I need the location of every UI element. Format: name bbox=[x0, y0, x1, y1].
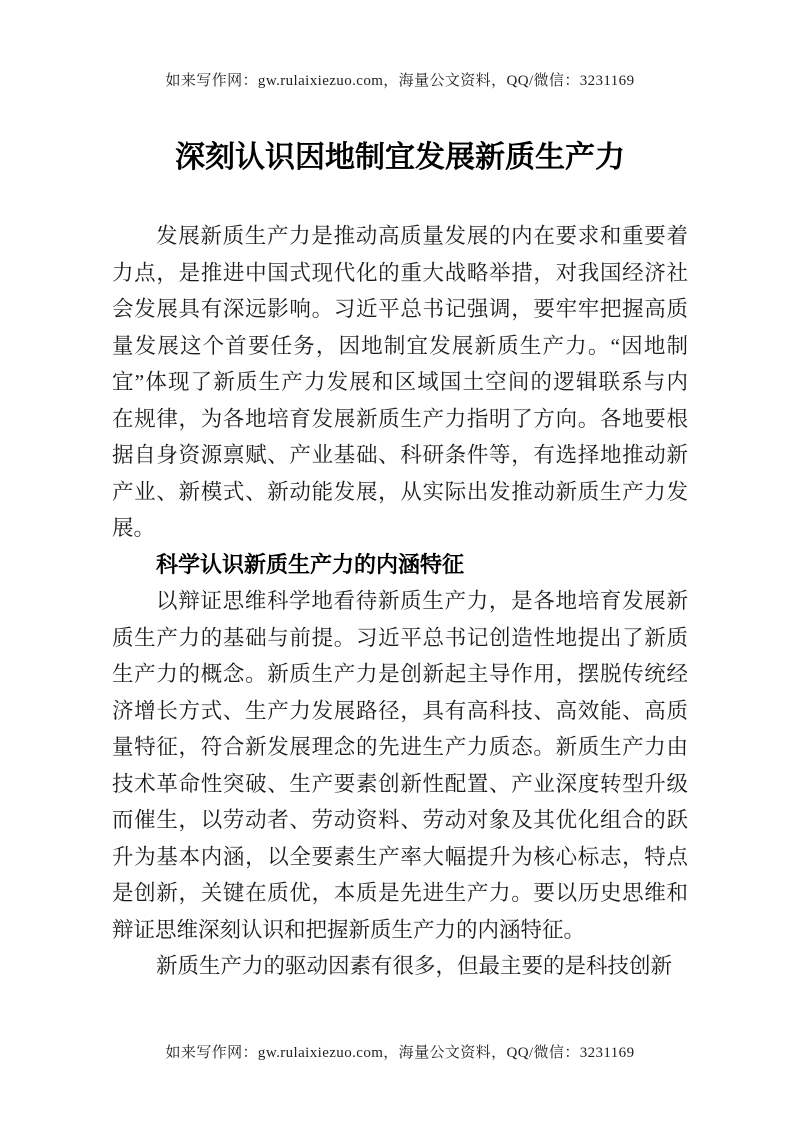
paragraph-1-line: 会发展具有深远影响。习近平总书记强调，要牢牢把握高质 bbox=[112, 297, 688, 321]
paragraph-2-line: 而催生，以劳动者、劳动资料、劳动对象及其优化组合的跃 bbox=[112, 808, 688, 832]
paragraph-2-line: 质生产力的基础与前提。习近平总书记创造性地提出了新质 bbox=[112, 625, 688, 650]
paragraph-1-line: 在规律，为各地培育发展新质生产力指明了方向。各地要根 bbox=[112, 406, 688, 431]
paragraph-2-line: 济增长方式、生产力发展路径，具有高科技、高效能、高质 bbox=[112, 698, 688, 723]
footer-watermark: 如来写作网：gw.rulaixiezuo.com，海量公文资料，QQ/微信：3231169 bbox=[165, 1045, 635, 1061]
paragraph-3-line: 新质生产力的驱动因素有很多，但最主要的是科技创新 bbox=[156, 954, 673, 978]
paragraph-1-line: 据自身资源禀赋、产业基础、科研条件等，有选择地推动新 bbox=[112, 443, 688, 467]
section-heading: 科学认识新质生产力的内涵特征 bbox=[156, 551, 465, 577]
paragraph-2-line: 技术革命性突破、生产要素创新性配置、产业深度转型升级 bbox=[112, 771, 688, 796]
paragraph-1-line: 力点，是推进中国式现代化的重大战略举措，对我国经济社 bbox=[112, 260, 688, 285]
paragraph-1-line: 产业、新模式、新动能发展，从实际出发推动新质生产力发 bbox=[112, 479, 688, 504]
header-watermark: 如来写作网：gw.rulaixiezuo.com，海量公文资料，QQ/微信：3231169 bbox=[165, 73, 635, 89]
paragraph-2-line: 升为基本内涵，以全要素生产率大幅提升为核心标志，特点 bbox=[112, 844, 688, 869]
paragraph-2-line: 是创新，关键在质优，本质是先进生产力。要以历史思维和 bbox=[112, 881, 688, 905]
document-body bbox=[112, 218, 688, 985]
paragraph-1-line: 展。 bbox=[112, 516, 156, 540]
paragraph-2-line: 以辩证思维科学地看待新质生产力，是各地培育发展新 bbox=[156, 589, 688, 613]
paragraph-2-line: 辩证思维深刻认识和把握新质生产力的内涵特征。 bbox=[112, 917, 586, 942]
paragraph-1-line: 量发展这个首要任务，因地制宜发展新质生产力。“因地制 bbox=[112, 333, 688, 358]
document-title: 深刻认识因地制宜发展新质生产力 bbox=[175, 141, 625, 174]
paragraph-1-line: 发展新质生产力是推动高质量发展的内在要求和重要着 bbox=[156, 224, 688, 248]
paragraph-2-line: 生产力的概念。新质生产力是创新起主导作用，摆脱传统经 bbox=[112, 662, 688, 686]
paragraph-1-line: 宜”体现了新质生产力发展和区域国土空间的逻辑联系与内 bbox=[112, 370, 688, 394]
paragraph-2-line: 量特征，符合新发展理念的先进生产力质态。新质生产力由 bbox=[112, 735, 688, 759]
